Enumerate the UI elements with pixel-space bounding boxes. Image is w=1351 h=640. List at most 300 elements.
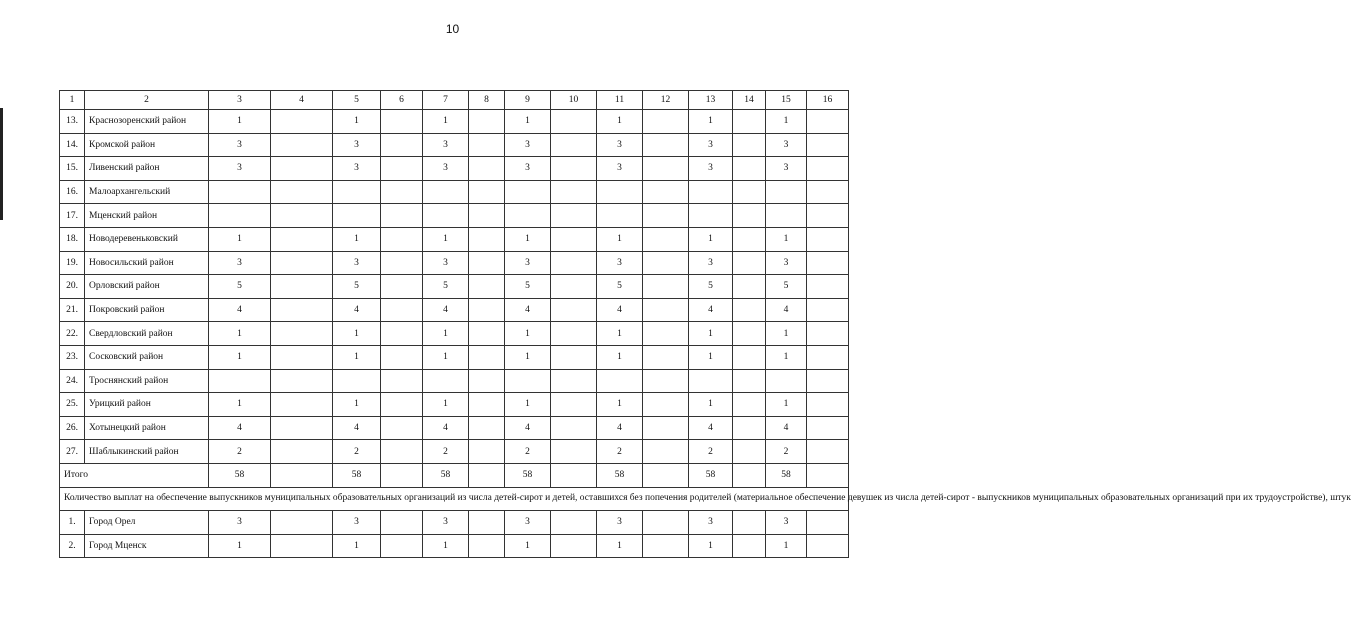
row-number: 26. [60, 416, 85, 440]
value-cell: 3 [505, 251, 551, 275]
value-cell: 3 [597, 157, 643, 181]
total-value: 58 [333, 463, 381, 487]
value-cell: 3 [689, 251, 733, 275]
value-cell [381, 110, 423, 134]
district-name: Кромской район [85, 133, 209, 157]
value-cell: 4 [423, 298, 469, 322]
value-cell [807, 345, 849, 369]
scan-margin-mark [0, 108, 3, 220]
district-name: Сосковский район [85, 345, 209, 369]
value-cell: 3 [689, 133, 733, 157]
district-name: Малоархангельский [85, 180, 209, 204]
value-cell: 4 [766, 416, 807, 440]
value-cell: 4 [689, 416, 733, 440]
value-cell [643, 369, 689, 393]
value-cell [733, 180, 766, 204]
value-cell [733, 534, 766, 558]
value-cell [469, 180, 505, 204]
value-cell: 1 [689, 534, 733, 558]
district-name: Троснянский район [85, 369, 209, 393]
value-cell [209, 180, 271, 204]
value-cell: 4 [766, 298, 807, 322]
total-value [469, 463, 505, 487]
value-cell: 3 [333, 251, 381, 275]
value-cell [469, 157, 505, 181]
total-value: 58 [505, 463, 551, 487]
value-cell: 1 [333, 322, 381, 346]
value-cell: 3 [597, 251, 643, 275]
value-cell: 1 [209, 534, 271, 558]
value-cell [807, 227, 849, 251]
row-number: 23. [60, 345, 85, 369]
value-cell: 1 [505, 227, 551, 251]
value-cell [271, 133, 333, 157]
value-cell [469, 511, 505, 535]
total-row [60, 463, 849, 487]
row-number: 27. [60, 440, 85, 464]
value-cell [381, 440, 423, 464]
value-cell [807, 110, 849, 134]
value-cell [733, 251, 766, 275]
value-cell: 3 [505, 133, 551, 157]
value-cell: 4 [209, 298, 271, 322]
value-cell: 3 [505, 511, 551, 535]
value-cell [469, 204, 505, 228]
value-cell: 3 [597, 133, 643, 157]
value-cell: 1 [209, 227, 271, 251]
value-cell [469, 322, 505, 346]
value-cell: 1 [766, 322, 807, 346]
value-cell [643, 275, 689, 299]
value-cell [733, 157, 766, 181]
value-cell [381, 534, 423, 558]
column-header: 1 [60, 91, 85, 110]
value-cell [469, 345, 505, 369]
total-value: 58 [597, 463, 643, 487]
value-cell [551, 298, 597, 322]
value-cell [807, 369, 849, 393]
value-cell [643, 227, 689, 251]
value-cell [469, 227, 505, 251]
total-value: 58 [423, 463, 469, 487]
value-cell [271, 110, 333, 134]
value-cell [469, 534, 505, 558]
value-cell [643, 345, 689, 369]
value-cell: 3 [766, 133, 807, 157]
value-cell: 1 [766, 345, 807, 369]
value-cell [271, 534, 333, 558]
value-cell [551, 251, 597, 275]
value-cell [381, 416, 423, 440]
value-cell [271, 440, 333, 464]
row-number: 21. [60, 298, 85, 322]
row-number: 19. [60, 251, 85, 275]
value-cell: 1 [689, 227, 733, 251]
value-cell [469, 416, 505, 440]
district-name: Шаблыкинский район [85, 440, 209, 464]
value-cell: 4 [597, 416, 643, 440]
value-cell: 1 [333, 345, 381, 369]
district-name: Ливенский район [85, 157, 209, 181]
value-cell [505, 204, 551, 228]
column-header: 4 [271, 91, 333, 110]
table-row [60, 157, 849, 181]
value-cell: 1 [505, 393, 551, 417]
value-cell: 1 [423, 322, 469, 346]
value-cell [807, 322, 849, 346]
value-cell: 3 [689, 157, 733, 181]
value-cell [551, 133, 597, 157]
value-cell [423, 204, 469, 228]
value-cell [271, 157, 333, 181]
value-cell [271, 227, 333, 251]
value-cell: 1 [209, 322, 271, 346]
value-cell: 1 [689, 322, 733, 346]
value-cell [469, 369, 505, 393]
page-number: 10 [445, 22, 460, 36]
value-cell: 3 [766, 511, 807, 535]
value-cell [551, 227, 597, 251]
row-number: 20. [60, 275, 85, 299]
value-cell [733, 440, 766, 464]
value-cell: 1 [423, 227, 469, 251]
value-cell: 1 [423, 110, 469, 134]
value-cell [381, 204, 423, 228]
value-cell: 3 [597, 511, 643, 535]
value-cell [551, 157, 597, 181]
value-cell [423, 180, 469, 204]
district-name: Хотынецкий район [85, 416, 209, 440]
total-value [381, 463, 423, 487]
value-cell: 1 [597, 322, 643, 346]
value-cell [271, 298, 333, 322]
value-cell: 1 [423, 345, 469, 369]
value-cell: 3 [766, 251, 807, 275]
column-header: 11 [597, 91, 643, 110]
value-cell [766, 204, 807, 228]
value-cell: 2 [423, 440, 469, 464]
value-cell: 1 [597, 534, 643, 558]
table-row [60, 416, 849, 440]
value-cell [689, 369, 733, 393]
value-cell [381, 393, 423, 417]
value-cell [333, 180, 381, 204]
value-cell [551, 393, 597, 417]
district-name: Орловский район [85, 275, 209, 299]
table-row [60, 298, 849, 322]
column-header: 14 [733, 91, 766, 110]
column-header: 9 [505, 91, 551, 110]
value-cell [807, 534, 849, 558]
value-cell [469, 251, 505, 275]
value-cell: 2 [766, 440, 807, 464]
value-cell [807, 440, 849, 464]
value-cell: 2 [505, 440, 551, 464]
column-header: 16 [807, 91, 849, 110]
value-cell [551, 275, 597, 299]
value-cell [469, 298, 505, 322]
table-row [60, 180, 849, 204]
column-header: 8 [469, 91, 505, 110]
total-value: 58 [766, 463, 807, 487]
value-cell [807, 416, 849, 440]
value-cell [807, 157, 849, 181]
total-value [551, 463, 597, 487]
value-cell [271, 180, 333, 204]
value-cell: 3 [333, 133, 381, 157]
value-cell: 5 [209, 275, 271, 299]
table-row [60, 440, 849, 464]
value-cell [469, 440, 505, 464]
table-row [60, 110, 849, 134]
value-cell [381, 275, 423, 299]
value-cell: 2 [689, 440, 733, 464]
section-row [60, 487, 849, 511]
row-number: 2. [60, 534, 85, 558]
value-cell [271, 322, 333, 346]
value-cell [643, 180, 689, 204]
value-cell: 5 [505, 275, 551, 299]
total-value [807, 463, 849, 487]
district-name: Город Орел [85, 511, 209, 535]
value-cell [733, 322, 766, 346]
table-row [60, 369, 849, 393]
value-cell: 5 [597, 275, 643, 299]
value-cell: 4 [597, 298, 643, 322]
column-header: 12 [643, 91, 689, 110]
value-cell: 3 [423, 157, 469, 181]
value-cell [733, 204, 766, 228]
table-row [60, 251, 849, 275]
value-cell [423, 369, 469, 393]
value-cell: 4 [333, 298, 381, 322]
value-cell [381, 157, 423, 181]
value-cell [551, 416, 597, 440]
value-cell: 3 [689, 511, 733, 535]
value-cell: 4 [505, 416, 551, 440]
value-cell [807, 511, 849, 535]
value-cell: 1 [209, 110, 271, 134]
value-cell [807, 251, 849, 275]
value-cell [733, 416, 766, 440]
value-cell [733, 275, 766, 299]
value-cell: 1 [689, 110, 733, 134]
value-cell [271, 393, 333, 417]
value-cell: 3 [333, 511, 381, 535]
value-cell [551, 204, 597, 228]
value-cell [333, 369, 381, 393]
value-cell: 1 [333, 227, 381, 251]
row-number: 18. [60, 227, 85, 251]
value-cell [505, 369, 551, 393]
row-number: 24. [60, 369, 85, 393]
value-cell [643, 393, 689, 417]
value-cell: 1 [505, 110, 551, 134]
value-cell: 1 [689, 393, 733, 417]
column-header: 5 [333, 91, 381, 110]
total-label: Итого [60, 463, 209, 487]
value-cell: 3 [423, 133, 469, 157]
value-cell [733, 298, 766, 322]
table-row [60, 534, 849, 558]
value-cell [551, 534, 597, 558]
value-cell [551, 322, 597, 346]
row-number: 17. [60, 204, 85, 228]
value-cell [733, 393, 766, 417]
row-number: 22. [60, 322, 85, 346]
value-cell [643, 110, 689, 134]
column-header: 13 [689, 91, 733, 110]
value-cell [597, 369, 643, 393]
value-cell: 5 [423, 275, 469, 299]
value-cell [469, 275, 505, 299]
value-cell [333, 204, 381, 228]
value-cell [643, 416, 689, 440]
value-cell [381, 511, 423, 535]
value-cell: 1 [766, 110, 807, 134]
value-cell: 4 [423, 416, 469, 440]
table-row [60, 345, 849, 369]
total-value [271, 463, 333, 487]
value-cell: 1 [766, 534, 807, 558]
value-cell [643, 133, 689, 157]
row-number: 13. [60, 110, 85, 134]
value-cell: 3 [423, 511, 469, 535]
table-row [60, 393, 849, 417]
value-cell: 1 [333, 110, 381, 134]
district-name: Свердловский район [85, 322, 209, 346]
value-cell [381, 133, 423, 157]
column-header: 10 [551, 91, 597, 110]
value-cell: 1 [766, 393, 807, 417]
value-cell [807, 180, 849, 204]
value-cell: 1 [597, 393, 643, 417]
value-cell: 4 [505, 298, 551, 322]
table-row [60, 133, 849, 157]
row-number: 14. [60, 133, 85, 157]
value-cell [469, 393, 505, 417]
district-name: Город Мценск [85, 534, 209, 558]
table-row [60, 227, 849, 251]
value-cell [689, 180, 733, 204]
value-cell [733, 110, 766, 134]
value-cell [643, 534, 689, 558]
value-cell: 4 [209, 416, 271, 440]
value-cell [551, 180, 597, 204]
table-row [60, 275, 849, 299]
value-cell [643, 204, 689, 228]
value-cell: 4 [689, 298, 733, 322]
value-cell [271, 369, 333, 393]
value-cell: 3 [505, 157, 551, 181]
value-cell [551, 440, 597, 464]
column-header: 15 [766, 91, 807, 110]
total-value: 58 [209, 463, 271, 487]
value-cell: 1 [597, 345, 643, 369]
value-cell: 3 [209, 157, 271, 181]
value-cell [807, 298, 849, 322]
district-name: Мценский район [85, 204, 209, 228]
district-name: Новосильский район [85, 251, 209, 275]
value-cell: 1 [209, 345, 271, 369]
value-cell: 1 [597, 227, 643, 251]
value-cell [271, 204, 333, 228]
value-cell [381, 369, 423, 393]
column-header: 2 [85, 91, 209, 110]
value-cell [551, 511, 597, 535]
table-body [60, 91, 1351, 558]
value-cell [733, 369, 766, 393]
table-row [60, 322, 849, 346]
value-cell [643, 157, 689, 181]
value-cell [597, 204, 643, 228]
value-cell: 1 [333, 534, 381, 558]
value-cell [271, 275, 333, 299]
value-cell [807, 275, 849, 299]
value-cell [551, 369, 597, 393]
value-cell: 1 [423, 534, 469, 558]
value-cell: 3 [423, 251, 469, 275]
value-cell: 1 [505, 322, 551, 346]
value-cell: 1 [505, 345, 551, 369]
value-cell [733, 511, 766, 535]
value-cell [807, 204, 849, 228]
value-cell [643, 298, 689, 322]
value-cell: 2 [597, 440, 643, 464]
row-number: 1. [60, 511, 85, 535]
value-cell: 2 [209, 440, 271, 464]
value-cell: 5 [333, 275, 381, 299]
value-cell [733, 227, 766, 251]
value-cell: 1 [766, 227, 807, 251]
value-cell [381, 180, 423, 204]
value-cell [807, 393, 849, 417]
value-cell: 1 [423, 393, 469, 417]
value-cell [766, 369, 807, 393]
row-number: 15. [60, 157, 85, 181]
value-cell [505, 180, 551, 204]
value-cell [807, 133, 849, 157]
value-cell [271, 345, 333, 369]
column-header: 3 [209, 91, 271, 110]
value-cell [209, 204, 271, 228]
value-cell [209, 369, 271, 393]
value-cell: 5 [766, 275, 807, 299]
value-cell [271, 251, 333, 275]
value-cell: 1 [597, 110, 643, 134]
district-name: Краснозоренский район [85, 110, 209, 134]
value-cell: 1 [505, 534, 551, 558]
table-row [60, 511, 849, 535]
value-cell [766, 180, 807, 204]
district-name: Покровский район [85, 298, 209, 322]
district-name: Новодеревеньковский [85, 227, 209, 251]
value-cell: 5 [689, 275, 733, 299]
row-number: 16. [60, 180, 85, 204]
value-cell [733, 133, 766, 157]
row-number: 25. [60, 393, 85, 417]
section-title: Количество выплат на обеспечение выпускников муниципальных образовательных организаций из числа детей-сирот и детей, оставшихся без попечения родителей (материальное обеспечение девушек из числа детей-сирот - выпускников муниципальных образовательных организаций при их трудоустройстве), штук [60, 487, 849, 511]
value-cell: 2 [333, 440, 381, 464]
value-cell [381, 322, 423, 346]
value-cell [597, 180, 643, 204]
value-cell: 3 [766, 157, 807, 181]
value-cell: 3 [209, 133, 271, 157]
value-cell [381, 227, 423, 251]
value-cell [271, 416, 333, 440]
value-cell: 1 [209, 393, 271, 417]
value-cell [469, 133, 505, 157]
